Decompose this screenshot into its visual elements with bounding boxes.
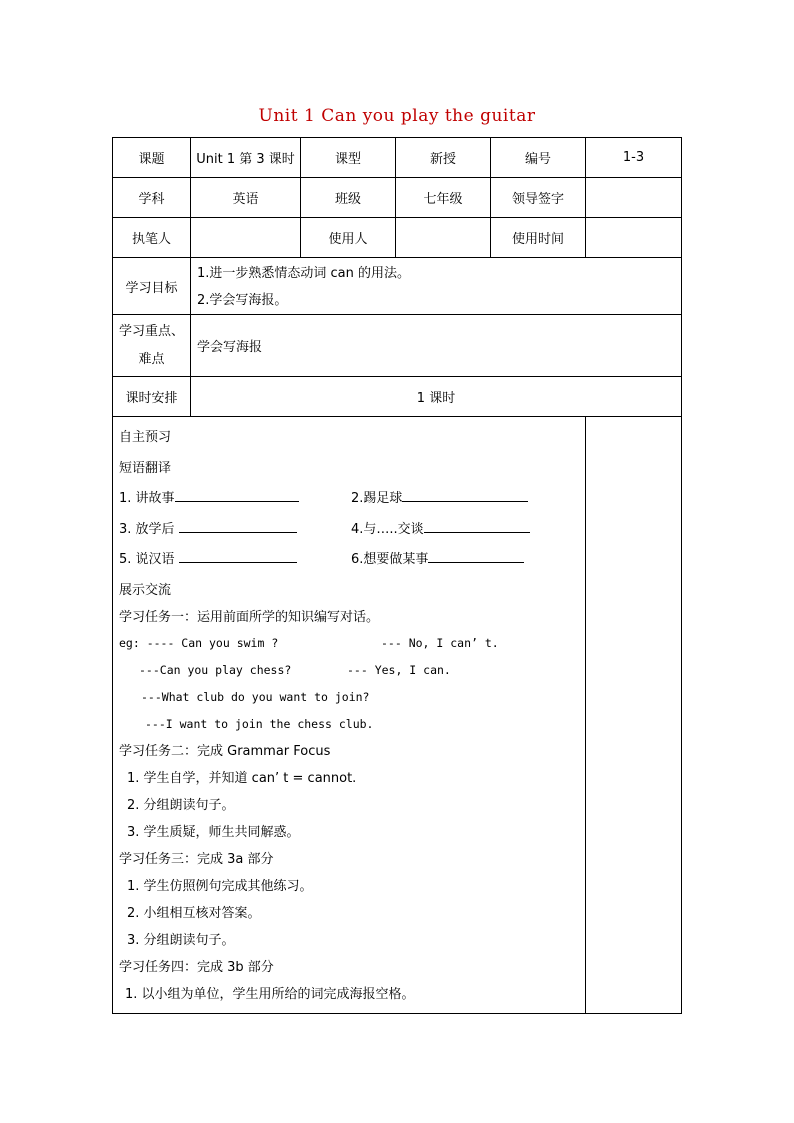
header-row-2 — [113, 178, 682, 218]
answer-blank[interactable] — [402, 487, 528, 502]
task2-item: 1. 学生自学，并知道 can’ t = cannot. — [127, 771, 357, 786]
header-row-3 — [113, 218, 682, 258]
cell-author-label: 执笔人 — [113, 218, 191, 258]
cell-subject-value: 英语 — [191, 178, 301, 218]
task3-heading: 学习任务三：完成 3a 部分 — [119, 852, 274, 867]
phrase-item: 5. 说汉语 — [119, 552, 175, 567]
answer-blank[interactable] — [179, 518, 297, 533]
dialogue-line: ---Can you play chess? --- Yes, I can. — [139, 663, 451, 677]
lesson-plan-table — [112, 137, 682, 1014]
goals-label: 学习目标 — [113, 258, 191, 315]
key-points-label-line1: 学习重点、 — [118, 323, 184, 339]
answer-blank[interactable] — [428, 548, 524, 563]
cell-number-value: 1-3 — [586, 138, 682, 178]
key-points-label — [113, 315, 191, 377]
notes-column[interactable] — [586, 417, 682, 1014]
cell-user-value[interactable] — [396, 218, 491, 258]
key-points-row — [113, 315, 682, 377]
answer-blank[interactable] — [179, 548, 297, 563]
cell-leader-sign-value[interactable] — [586, 178, 682, 218]
task4-item: 1. 以小组为单位，学生用所给的词完成海报空格。 — [125, 987, 415, 1002]
dialogue-line: eg: ---- Can you swim ? --- No, I can’ t. — [119, 636, 499, 650]
cell-author-value[interactable] — [191, 218, 301, 258]
cell-topic-value: Unit 1 第 3 课时 — [191, 138, 301, 178]
task3-item: 3. 分组朗读句子。 — [127, 933, 235, 948]
exchange-heading: 展示交流 — [119, 582, 172, 598]
goals-row — [113, 258, 682, 315]
cell-lesson-type-label: 课型 — [301, 138, 396, 178]
goal-item: 1.进一步熟悉情态动词 can 的用法。 — [197, 266, 411, 281]
task2-item: 2. 分组朗读句子。 — [127, 798, 235, 813]
task2-heading: 学习任务二：完成 Grammar Focus — [119, 744, 331, 759]
phrase-item: 1. 讲故事 — [119, 491, 175, 506]
phrase-heading: 短语翻译 — [119, 460, 172, 476]
document-title: Unit 1 Can you play the guitar — [258, 106, 536, 126]
key-points-label-line2: 难点 — [138, 351, 165, 367]
phrase-item: 6.想要做某事 — [351, 552, 429, 567]
dialogue-line: ---I want to join the chess club. — [145, 717, 374, 731]
phrase-row — [119, 545, 585, 576]
key-points-content: 学会写海报 — [191, 315, 682, 377]
schedule-label: 课时安排 — [113, 377, 191, 417]
cell-leader-sign-label: 领导签字 — [491, 178, 586, 218]
cell-number-label: 编号 — [491, 138, 586, 178]
task4-heading: 学习任务四：完成 3b 部分 — [119, 960, 274, 975]
task3-item: 1. 学生仿照例句完成其他练习。 — [127, 879, 313, 894]
task2-item: 3. 学生质疑，师生共同解惑。 — [127, 825, 300, 840]
cell-user-label: 使用人 — [301, 218, 396, 258]
cell-topic-label: 课题 — [113, 138, 191, 178]
body-row — [113, 417, 682, 1014]
goals-content — [191, 258, 682, 315]
cell-subject-label: 学科 — [113, 178, 191, 218]
task3-item: 2. 小组相互核对答案。 — [127, 906, 261, 921]
answer-blank[interactable] — [424, 518, 530, 533]
task1-heading: 学习任务一：运用前面所学的知识编写对话。 — [119, 610, 380, 625]
phrase-row — [119, 484, 585, 515]
schedule-content: 1 课时 — [191, 377, 682, 417]
cell-class-label: 班级 — [301, 178, 396, 218]
cell-lesson-type-value: 新授 — [396, 138, 491, 178]
phrase-item: 2.踢足球 — [351, 491, 403, 506]
phrase-row — [119, 515, 585, 546]
dialogue-line: ---What club do you want to join? — [141, 690, 370, 704]
goal-item: 2.学会写海报。 — [197, 293, 288, 308]
phrase-item: 3. 放学后 — [119, 521, 175, 537]
cell-use-time-label: 使用时间 — [491, 218, 586, 258]
answer-blank[interactable] — [175, 487, 299, 502]
schedule-row — [113, 377, 682, 417]
phrase-item: 4.与…..交谈 — [351, 521, 424, 537]
cell-use-time-value[interactable] — [586, 218, 682, 258]
header-row-1 — [113, 138, 682, 178]
cell-class-value: 七年级 — [396, 178, 491, 218]
preview-heading: 自主预习 — [119, 430, 172, 445]
body-content — [113, 417, 586, 1014]
